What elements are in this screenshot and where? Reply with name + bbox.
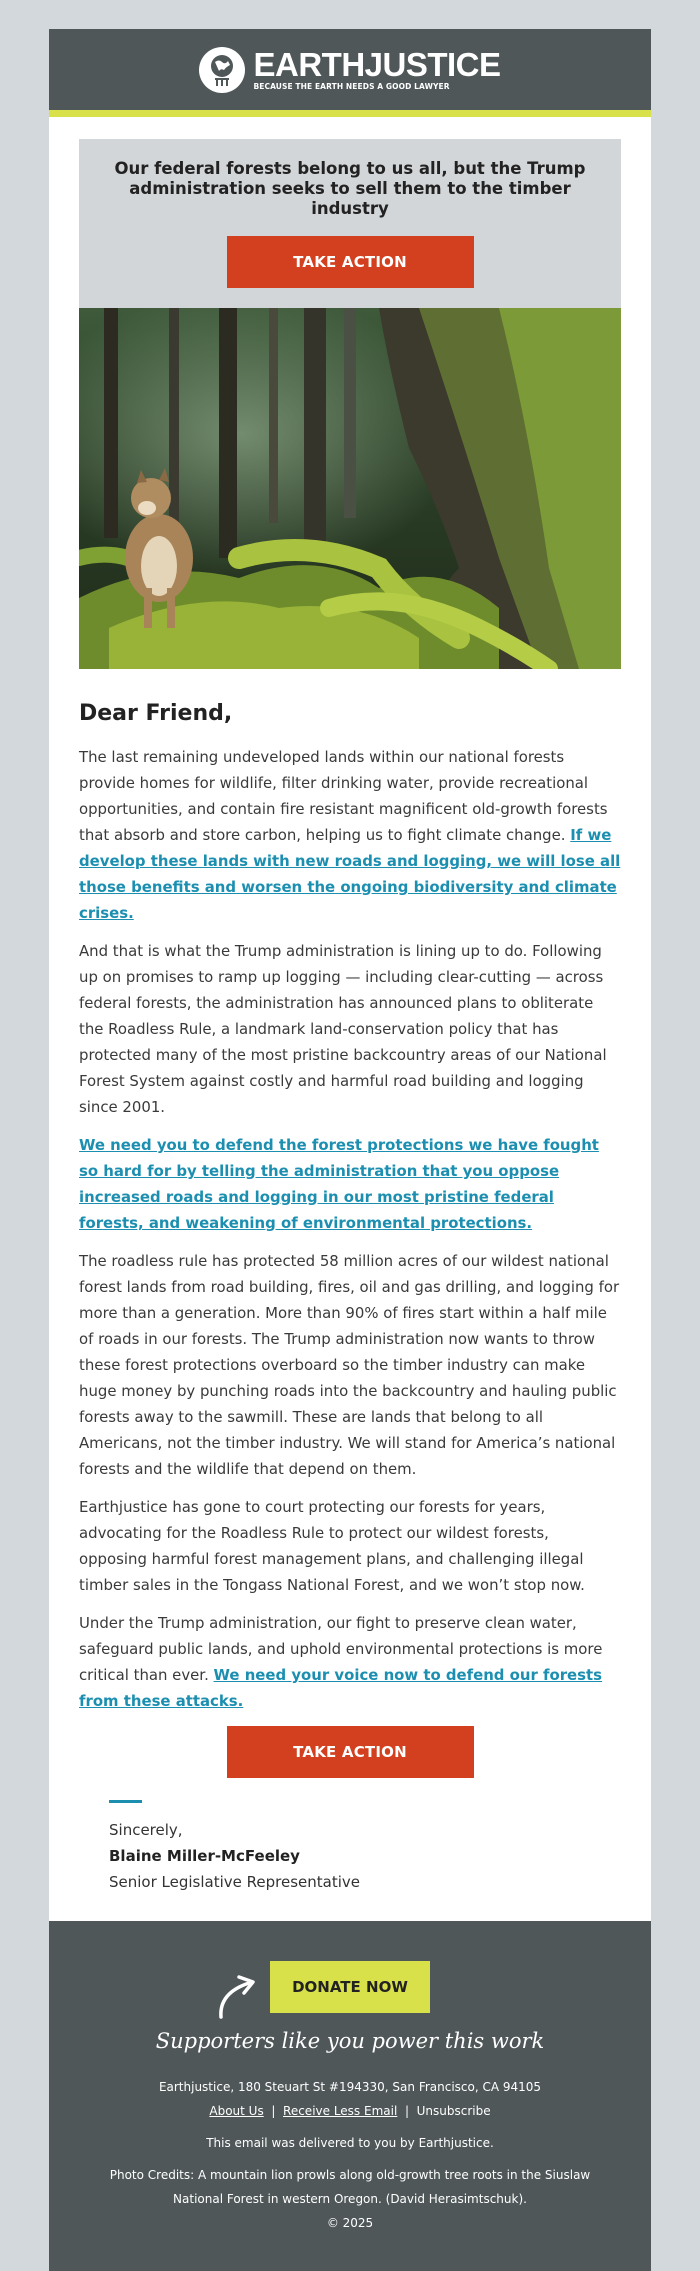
unsubscribe-link[interactable]: Unsubscribe [416, 2104, 491, 2118]
signature-name: Blaine Miller-McFeeley [109, 1847, 300, 1865]
earthjustice-logo[interactable] [199, 47, 500, 93]
paragraph-6-text: Under the Trump administration, our fight to preserve clean water, safeguard public lands, and uphold environmental protections is more critical than ever. [79, 1614, 603, 1684]
paragraph-2: And that is what the Trump administration is lining up to do. Following up on promises to ramp up logging — including clear-cutting — across federal forests, the administration has announced plans to obliterate the Roadless Rule, a landmark land-conservation policy that has protected many of the most pristine backcountry areas of our National Forest System against costly and harmful road building and logging since 2001. [79, 942, 607, 1116]
footer-links [69, 2099, 631, 2123]
brand-name: EARTHJUSTICE [253, 46, 501, 83]
footer-separator: | [271, 2104, 276, 2118]
about-us-link[interactable]: About Us [209, 2104, 264, 2118]
signature-block [79, 1800, 621, 1895]
greeting: Dear Friend, [79, 701, 233, 726]
signature-closing: Sincerely, [109, 1821, 183, 1839]
paragraph-3-link[interactable]: We need you to defend the forest protections we have fought so hard for by telling the administration that you oppose increased roads and logging in our most pristine federal forests, and weakening of environmental protections. [79, 1136, 599, 1232]
email-footer [49, 1921, 651, 2271]
receive-less-email-link[interactable]: Receive Less Email [283, 2104, 398, 2118]
footer-tagline: Supporters like you power this work [155, 2029, 545, 2053]
email-container [49, 29, 651, 2271]
take-action-button-bottom[interactable]: TAKE ACTION [227, 1726, 474, 1778]
footer-address: Earthjustice, 180 Steuart St #194330, San Francisco, CA 94105 [158, 2080, 542, 2094]
curved-arrow-icon [215, 1973, 259, 2019]
paragraph-3 [79, 1132, 621, 1236]
footer-separator: | [404, 2104, 409, 2118]
paragraph-6-link[interactable]: We need your voice now to defend our forests from these attacks. [79, 1666, 603, 1710]
brand-tagline: BECAUSE THE EARTH NEEDS A GOOD LAWYER [253, 82, 450, 91]
paragraph-5: Earthjustice has gone to court protecting our forests for years, advocating for the Roadless Rule to protect our wildest forests, opposing harmful forest management plans, and challenging illegal timber sales in the Tongass National Forest, and we won’t stop now. [79, 1498, 585, 1594]
take-action-button-top[interactable]: TAKE ACTION [227, 236, 474, 288]
footer-delivered: This email was delivered to you by Earthjustice. [206, 2136, 494, 2150]
footer-photo-credits: Photo Credits: A mountain lion prowls along old-growth tree roots in the Siuslaw National Forest in western Oregon. (David Herasimtschuk). [109, 2168, 591, 2206]
donate-now-button[interactable]: DONATE NOW [270, 1961, 430, 2013]
paragraph-1 [79, 744, 621, 926]
email-body [49, 117, 651, 1921]
logo-text [253, 48, 500, 91]
globe-pillar-icon [199, 47, 245, 93]
paragraph-1-text: The last remaining undeveloped lands within our national forests provide homes for wildlife, filter drinking water, provide recreational opportunities, and contain fire resistant magnificent old-growth forests that absorb and store carbon, helping us to fight climate change. [79, 748, 608, 844]
signature-title: Senior Legislative Representative [109, 1873, 360, 1891]
email-header [49, 29, 651, 117]
paragraph-1-link[interactable]: If we develop these lands with new roads and logging, we will lose all those benefits and worsen the ongoing biodiversity and climate crises. [79, 826, 621, 922]
banner-headline: Our federal forests belong to us all, but the Trump administration seeks to sell them to the timber industry [114, 159, 586, 218]
paragraph-6 [79, 1610, 621, 1714]
signature-divider [109, 1800, 142, 1803]
action-banner [79, 139, 621, 308]
donate-row [227, 1961, 474, 2013]
paragraph-4: The roadless rule has protected 58 million acres of our wildest national forest lands from road building, fires, oil and gas drilling, and logging for more than a generation. More than 90% of fires start within a half mile of roads in our forests. The Trump administration now wants to throw these forest protections overboard so the timber industry can make huge money by punching roads into the backcountry and hauling public forests away to the sawmill. These are lands that belong to all Americans, not the timber industry. We will stand for America’s national forests and the wildlife that depend on them. [79, 1252, 620, 1478]
hero-image-mountain-lion-forest [79, 308, 621, 669]
footer-copyright: © 2025 [326, 2216, 374, 2230]
